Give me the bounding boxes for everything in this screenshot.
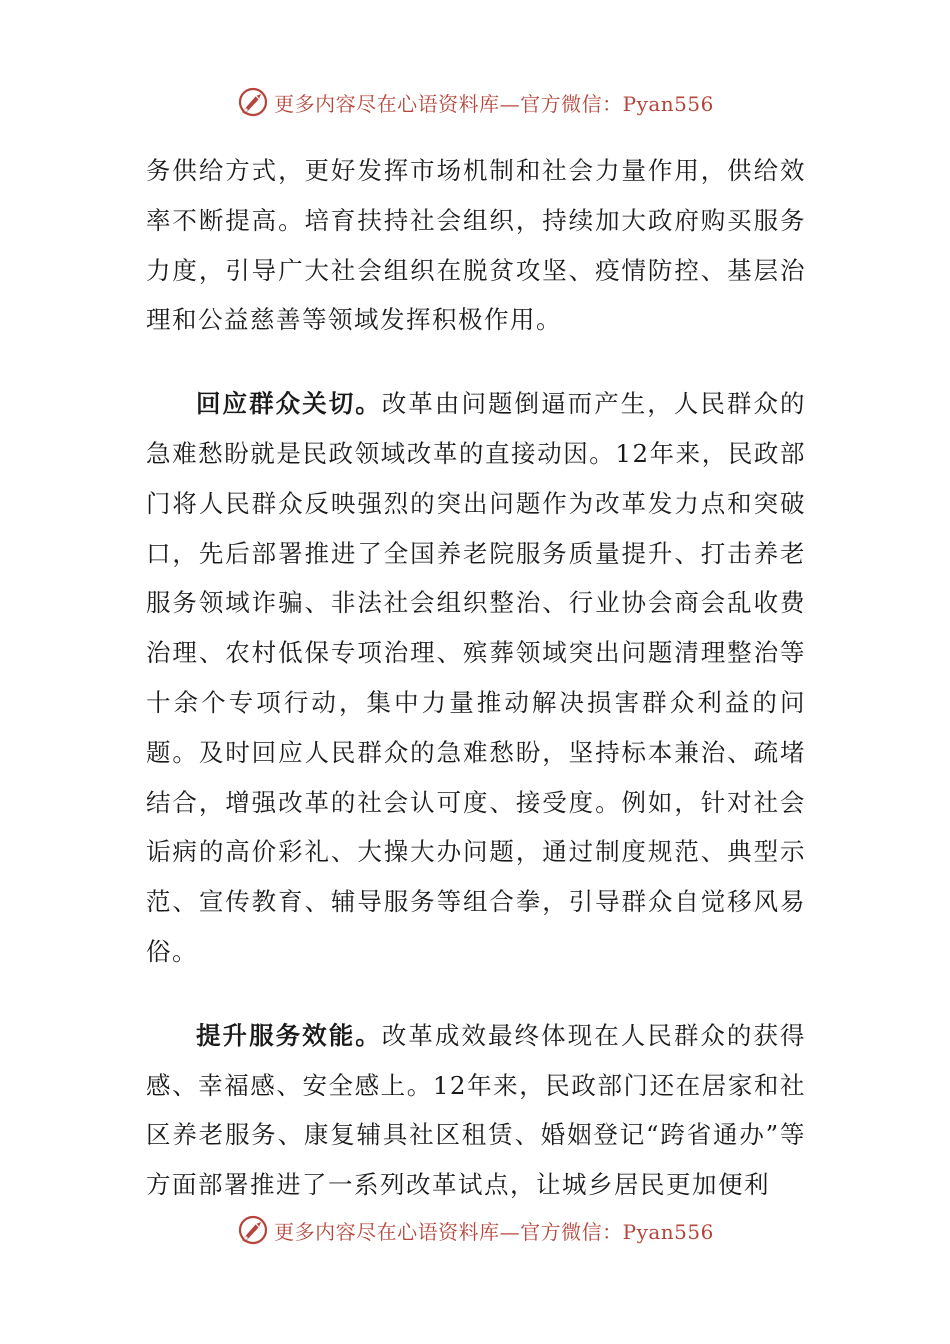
paragraph-1-body: 务供给方式，更好发挥市场机制和社会力量作用，供给效率不断提高。培育扶持社会组织，持续加大政府购买服务力度，引导广大社会组织在脱贫攻坚、疫情防控、基层治理和公益慈善等领域发挥积极作用。 [146, 156, 806, 335]
paragraph-3-lead: 提升服务效能。 [196, 1020, 382, 1050]
paragraph-1 [146, 146, 806, 345]
footer-watermark-banner [0, 1210, 950, 1250]
paragraph-3 [146, 1011, 806, 1210]
paragraph-3-body: 改革成效最终体现在人民群众的获得感、幸福感、安全感上。12年来，民政部门还在居家和社区养老服务、康复辅具社区租赁、婚姻登记“跨省通办”等方面部署推进了一系列改革试点，让城乡居民更加便利 [146, 1020, 807, 1200]
paragraph-2-lead: 回应群众关切。 [196, 389, 382, 419]
paragraph-2 [146, 379, 806, 977]
header-banner-text: 更多内容尽在心语资料库—官方微信：Pyan556 [274, 91, 714, 116]
pen-nib-icon [236, 1213, 270, 1247]
footer-banner-text: 更多内容尽在心语资料库—官方微信：Pyan556 [274, 1219, 714, 1244]
pen-nib-icon [236, 85, 270, 119]
header-watermark-banner [0, 82, 950, 122]
document-body [146, 146, 806, 1210]
paragraph-2-body: 改革由问题倒逼而产生，人民群众的急难愁盼就是民政领域改革的直接动因。12年来，民政部门将人民群众反映强烈的突出问题作为改革发力点和突破口，先后部署推进了全国养老院服务质量提升、打击养老服务领域诈骗、非法社会组织整治、行业协会商会乱收费治理、农村低保专项治理、殡葬领域突出问题清理整治等十余个专项行动，集中力量推动解决损害群众利益的问题。及时回应人民群众的急难愁盼，坚持标本兼治、疏堵结合，增强改革的社会认可度、接受度。例如，针对社会诟病的高价彩礼、大操大办问题，通过制度规范、典型示范、宣传教育、辅导服务等组合拳，引导群众自觉移风易俗。 [146, 389, 807, 966]
